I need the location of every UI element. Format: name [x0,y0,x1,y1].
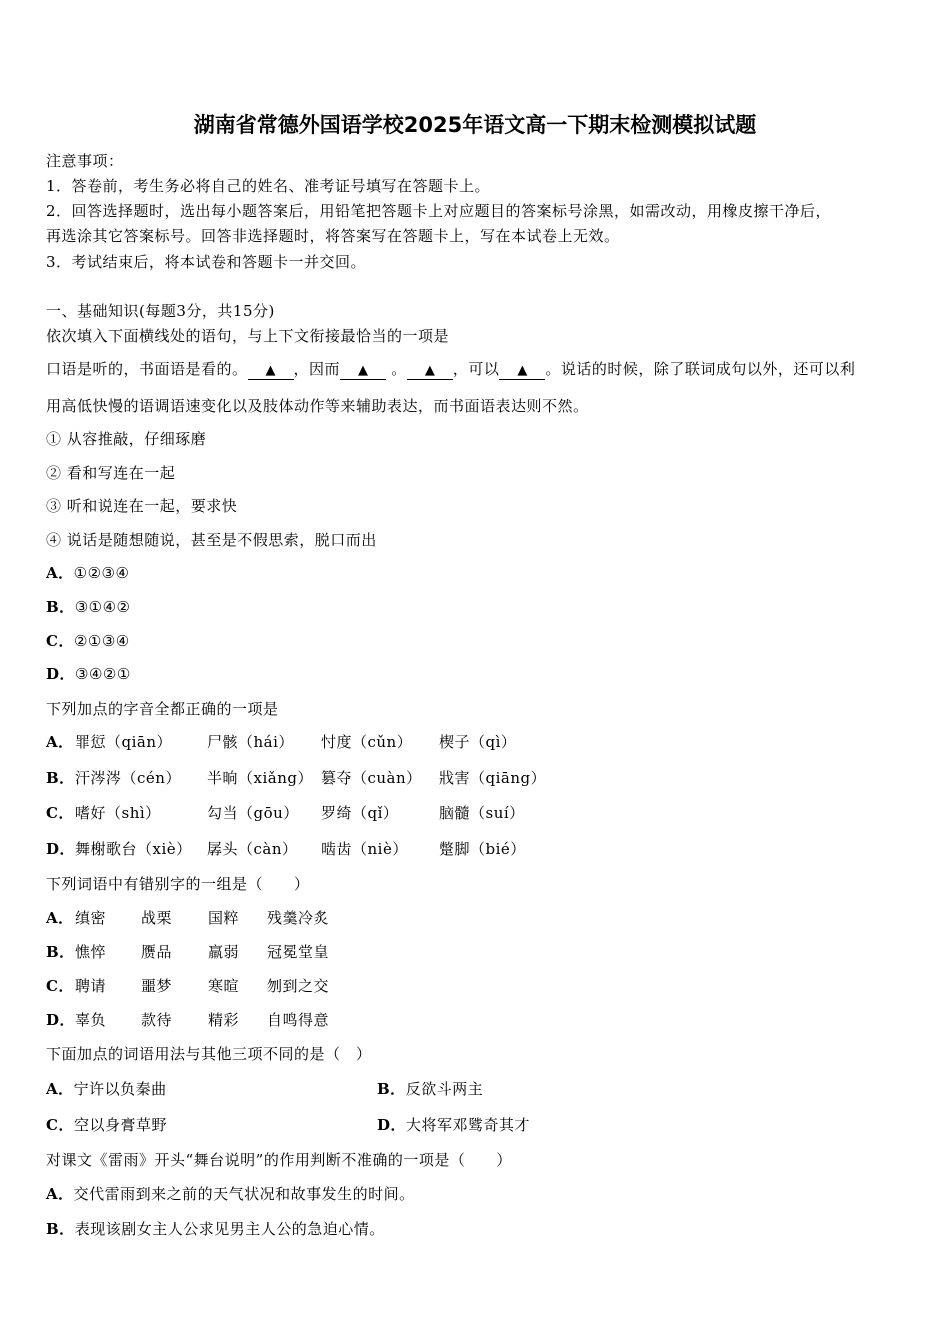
q1-blank-3: ▲ [407,362,453,380]
q3-option-c [46,976,906,996]
option-item: 嗜好（shì） [75,804,161,822]
q1-prompt: 依次填入下面横线处的语句，与上下文衔接最恰当的一项是 [46,327,450,345]
option-item: 篡夺（cuàn） [321,769,422,787]
option-item: 孱头（càn） [207,840,298,858]
option-item: 楔子（qì） [439,733,517,751]
notes-line-1: 1．答卷前，考生务必将自己的姓名、准考证号填写在答题卡上。 [46,177,491,195]
q5-option-a [46,1184,415,1204]
notes-heading: 注意事项： [46,152,124,170]
page-title: 湖南省常德外国语学校2025年语文高一下期末检测模拟试题 [193,113,757,137]
q3-option-a [46,908,906,928]
q4-prompt: 下面加点的词语用法与其他三项不同的是（ ） [46,1045,372,1063]
option-item: 戕害（qiāng） [439,769,547,787]
option-label: B． [46,769,75,787]
q5-option-b [46,1219,385,1239]
option-label: A． [46,909,74,927]
option-label: C． [46,1116,74,1134]
q3-option-b [46,942,906,962]
q1-statement-3: ③ 听和说连在一起，要求快 [46,497,238,515]
q1-option-a [46,563,129,583]
option-text: 交代雷雨到来之前的天气状况和故事发生的时间。 [73,1185,415,1203]
option-item: 勾当（gōu） [207,804,299,822]
option-item: 自鸣得意 [267,1011,330,1029]
option-item: 罗绮（qǐ） [321,804,399,822]
option-text: 大将军邓骘奇其才 [406,1116,531,1134]
notes-line-2: 2．回答选择题时，选出每小题答案后，用铅笔把答题卡上对应题目的答案标号涂黑，如需改动，用橡皮擦干净后， [46,202,832,220]
option-item: 寒暄 [208,977,240,995]
option-text: 反欲斗两主 [405,1080,484,1098]
q2-option-a [46,732,906,752]
q1-option-b [46,597,130,617]
option-item: 羸弱 [208,943,240,961]
option-item: 噩梦 [141,977,173,995]
option-item: 聘请 [75,977,107,995]
option-label: D． [46,840,76,858]
option-item: 辜负 [75,1011,107,1029]
option-item: 缜密 [75,909,107,927]
option-label: B． [377,1080,406,1098]
option-label: B． [46,1220,75,1238]
q2-option-c [46,803,906,823]
notes-line-4: 3．考试结束后，将本试卷和答题卡一并交回。 [46,253,367,271]
option-item: 汗涔涔（cén） [75,769,181,787]
q1-blank-4: ▲ [499,362,545,380]
option-label: D． [377,1116,407,1134]
option-item: 啮齿（niè） [321,840,408,858]
q1-blank-1: ▲ [248,362,294,380]
q1-passage-seg-4: ，可以 [452,360,500,378]
option-item: 脑髓（suí） [439,804,525,822]
q1-passage-line-1 [46,359,855,379]
q3-option-d [46,1010,906,1030]
option-label: D． [46,665,76,683]
option-label: C． [46,977,74,995]
option-label: A． [46,1080,74,1098]
option-label: B． [46,598,75,616]
q1-option-d [46,664,131,684]
option-item: 舞榭歌台（xiè） [75,840,192,858]
option-item: 半晌（xiǎng） [207,769,313,787]
option-text: ③④②① [75,665,131,683]
q1-statement-1: ① 从容推敲，仔细琢磨 [46,430,207,448]
q4-option-d [377,1115,530,1135]
option-label: C． [46,632,74,650]
notes-line-3: 再选涂其它答案标号。回答非选择题时，将答案写在答题卡上，写在本试卷上无效。 [46,227,620,245]
q5-prompt: 对课文《雷雨》开头“舞台说明”的作用判断不准确的一项是（ ） [46,1151,512,1169]
q1-passage-seg-2: ，因而 [293,360,341,378]
q1-statement-2: ② 看和写连在一起 [46,464,176,482]
option-label: D． [46,1011,76,1029]
option-item: 精彩 [208,1011,240,1029]
option-item: 残羹冷炙 [267,909,330,927]
option-label: A． [46,564,74,582]
q4-option-a [46,1079,167,1099]
q4-options-row-1 [46,1079,906,1099]
option-item: 罪愆（qiān） [75,733,173,751]
q2-prompt: 下列加点的字音全都正确的一项是 [46,700,279,718]
q4-options-row-2 [46,1115,906,1135]
option-item: 尸骸（hái） [207,733,294,751]
option-item: 战栗 [141,909,173,927]
option-item: 刎到之交 [267,977,330,995]
option-label: C． [46,804,74,822]
option-text: 宁许以负秦曲 [73,1080,167,1098]
q1-blank-2: ▲ [340,362,386,380]
option-text: 空以身膏草野 [73,1116,167,1134]
option-text: ③①④② [74,598,131,616]
q1-passage-line-2: 用高低快慢的语调语速变化以及肢体动作等来辅助表达，而书面语表达则不然。 [46,397,589,415]
option-item: 款待 [141,1011,173,1029]
option-text: 表现该剧女主人公求见男主人公的急迫心情。 [74,1220,385,1238]
q1-statement-4: ④ 说话是随想随说，甚至是不假思索，脱口而出 [46,531,377,549]
option-label: A． [46,733,74,751]
q1-passage-seg-1: 口语是听的，书面语是看的。 [46,360,248,378]
option-item: 冠冕堂皇 [267,943,330,961]
option-item: 忖度（cǔn） [321,733,413,751]
q1-passage-seg-3: 。 [386,360,407,378]
option-item: 国粹 [208,909,240,927]
option-text: ①②③④ [73,564,130,582]
q2-option-d [46,839,906,859]
option-text: ②①③④ [73,632,130,650]
q1-passage-seg-5: 。说话的时候，除了联词成句以外，还可以利 [545,360,856,378]
q1-option-c [46,631,130,651]
option-label: B． [46,943,75,961]
option-label: A． [46,1185,74,1203]
option-item: 憔悴 [75,943,107,961]
q4-option-b [377,1079,483,1099]
q4-option-c [46,1115,167,1135]
q3-prompt: 下列词语中有错别字的一组是（ ） [46,875,310,893]
q2-option-b [46,768,906,788]
option-item: 蹩脚（bié） [439,840,526,858]
option-item: 赝品 [141,943,173,961]
section-heading: 一、基础知识(每题3分，共15分) [46,302,275,320]
